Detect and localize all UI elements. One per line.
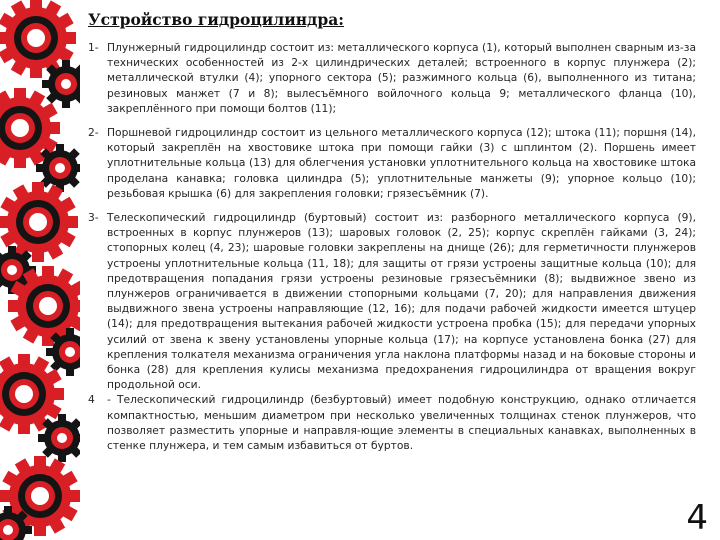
slide-number: 4 xyxy=(686,498,708,538)
list-item xyxy=(88,40,696,116)
item-text: Телескопический гидроцилиндр (буртовый) состоит из: разборного металлического корпуса (9), встроенных в корпус плунжеров (13); шаровых головок (2, 25); корпус скреплён гайками (3, 24); стопорных колец (4, 23); шаровые головки закреплены на днище (26); для герметичности плунжеров устроены уплотнительные кольца (11, 18); для защиты от грязи устроены защитные кольца (10); для предотвращения попадания грязи устроены резиновые грязесъёмники (8); выдвижное звено из плунжеров ограничивается в движении стопорными кольцами (7, 20); для направления движения выдвижного звена устроены направляющие (12, 16); для подачи рабочей жидкости имеется штуцер (14); для предотвращения вытекания рабочей жидкости устроена пробка (15); для передачи упорных усилий от звена к звену установлены упорные кольца (17); на корпусе установлена бонка (27) для крепления толкателя механизма ограничения угла наклона платформы назад и на боковые стороны и бонка (28) для крепления кулисы механизма предохранения гидроцилиндра от вращения вокруг продольной оси. xyxy=(107,211,696,392)
item-number: 4 xyxy=(88,393,95,407)
item-number: 1- xyxy=(88,41,99,54)
item-text: Поршневой гидроцилиндр состоит из цельного металлического корпуса (12); штока (11); поршня (14), который закреплён на хвостовике штока при помощи гайки (3) с шплинтом (2). Поршень имеет уплотнительные кольца (13) для облегчения установки уплотнительного кольца на хвостовике штока проделана канавка; головка цилиндра (5); уплотнительные манжеты (9); упорное кольцо (10); резьбовая крышка (6) для закрепления головки; грязесъёмник (7). xyxy=(107,126,696,200)
decorative-gears xyxy=(0,0,80,540)
list-item xyxy=(88,392,696,453)
item-number: 2- xyxy=(88,126,99,140)
list-item xyxy=(88,125,696,201)
item-number: 3- xyxy=(88,211,99,225)
list-item xyxy=(88,210,696,392)
item-text: Плунжерный гидроцилиндр состоит из: металлического корпуса (1), который выполнен сварным из-за технических особенностей из 2-х цилиндрических деталей; встроенного в корпус плунжера (2); металлической втулки (4); упорного сектора (5); разжимного кольца (6), выполненного из титана; резиновых манжет (7 и 8); вылесъёмного войлочного кольца 9; металлического фланца (10), закреплённого при помощи болтов (11); xyxy=(107,41,696,115)
item-text: - Телескопический гидроцилиндр (безбуртовый) имеет подобную конструкцию, однако отличается компактностью, меньшим диаметром при несколько увеличенных толщинах стенок плунжеров, что позволяет разместить упорные и направля-ющие элементы в специальных канавках, выполненных в стенке плунжера, и тем самым избавиться от буртов. xyxy=(107,393,696,453)
description-list xyxy=(88,40,696,453)
page-title: Устройство гидроцилиндра: xyxy=(88,10,344,29)
